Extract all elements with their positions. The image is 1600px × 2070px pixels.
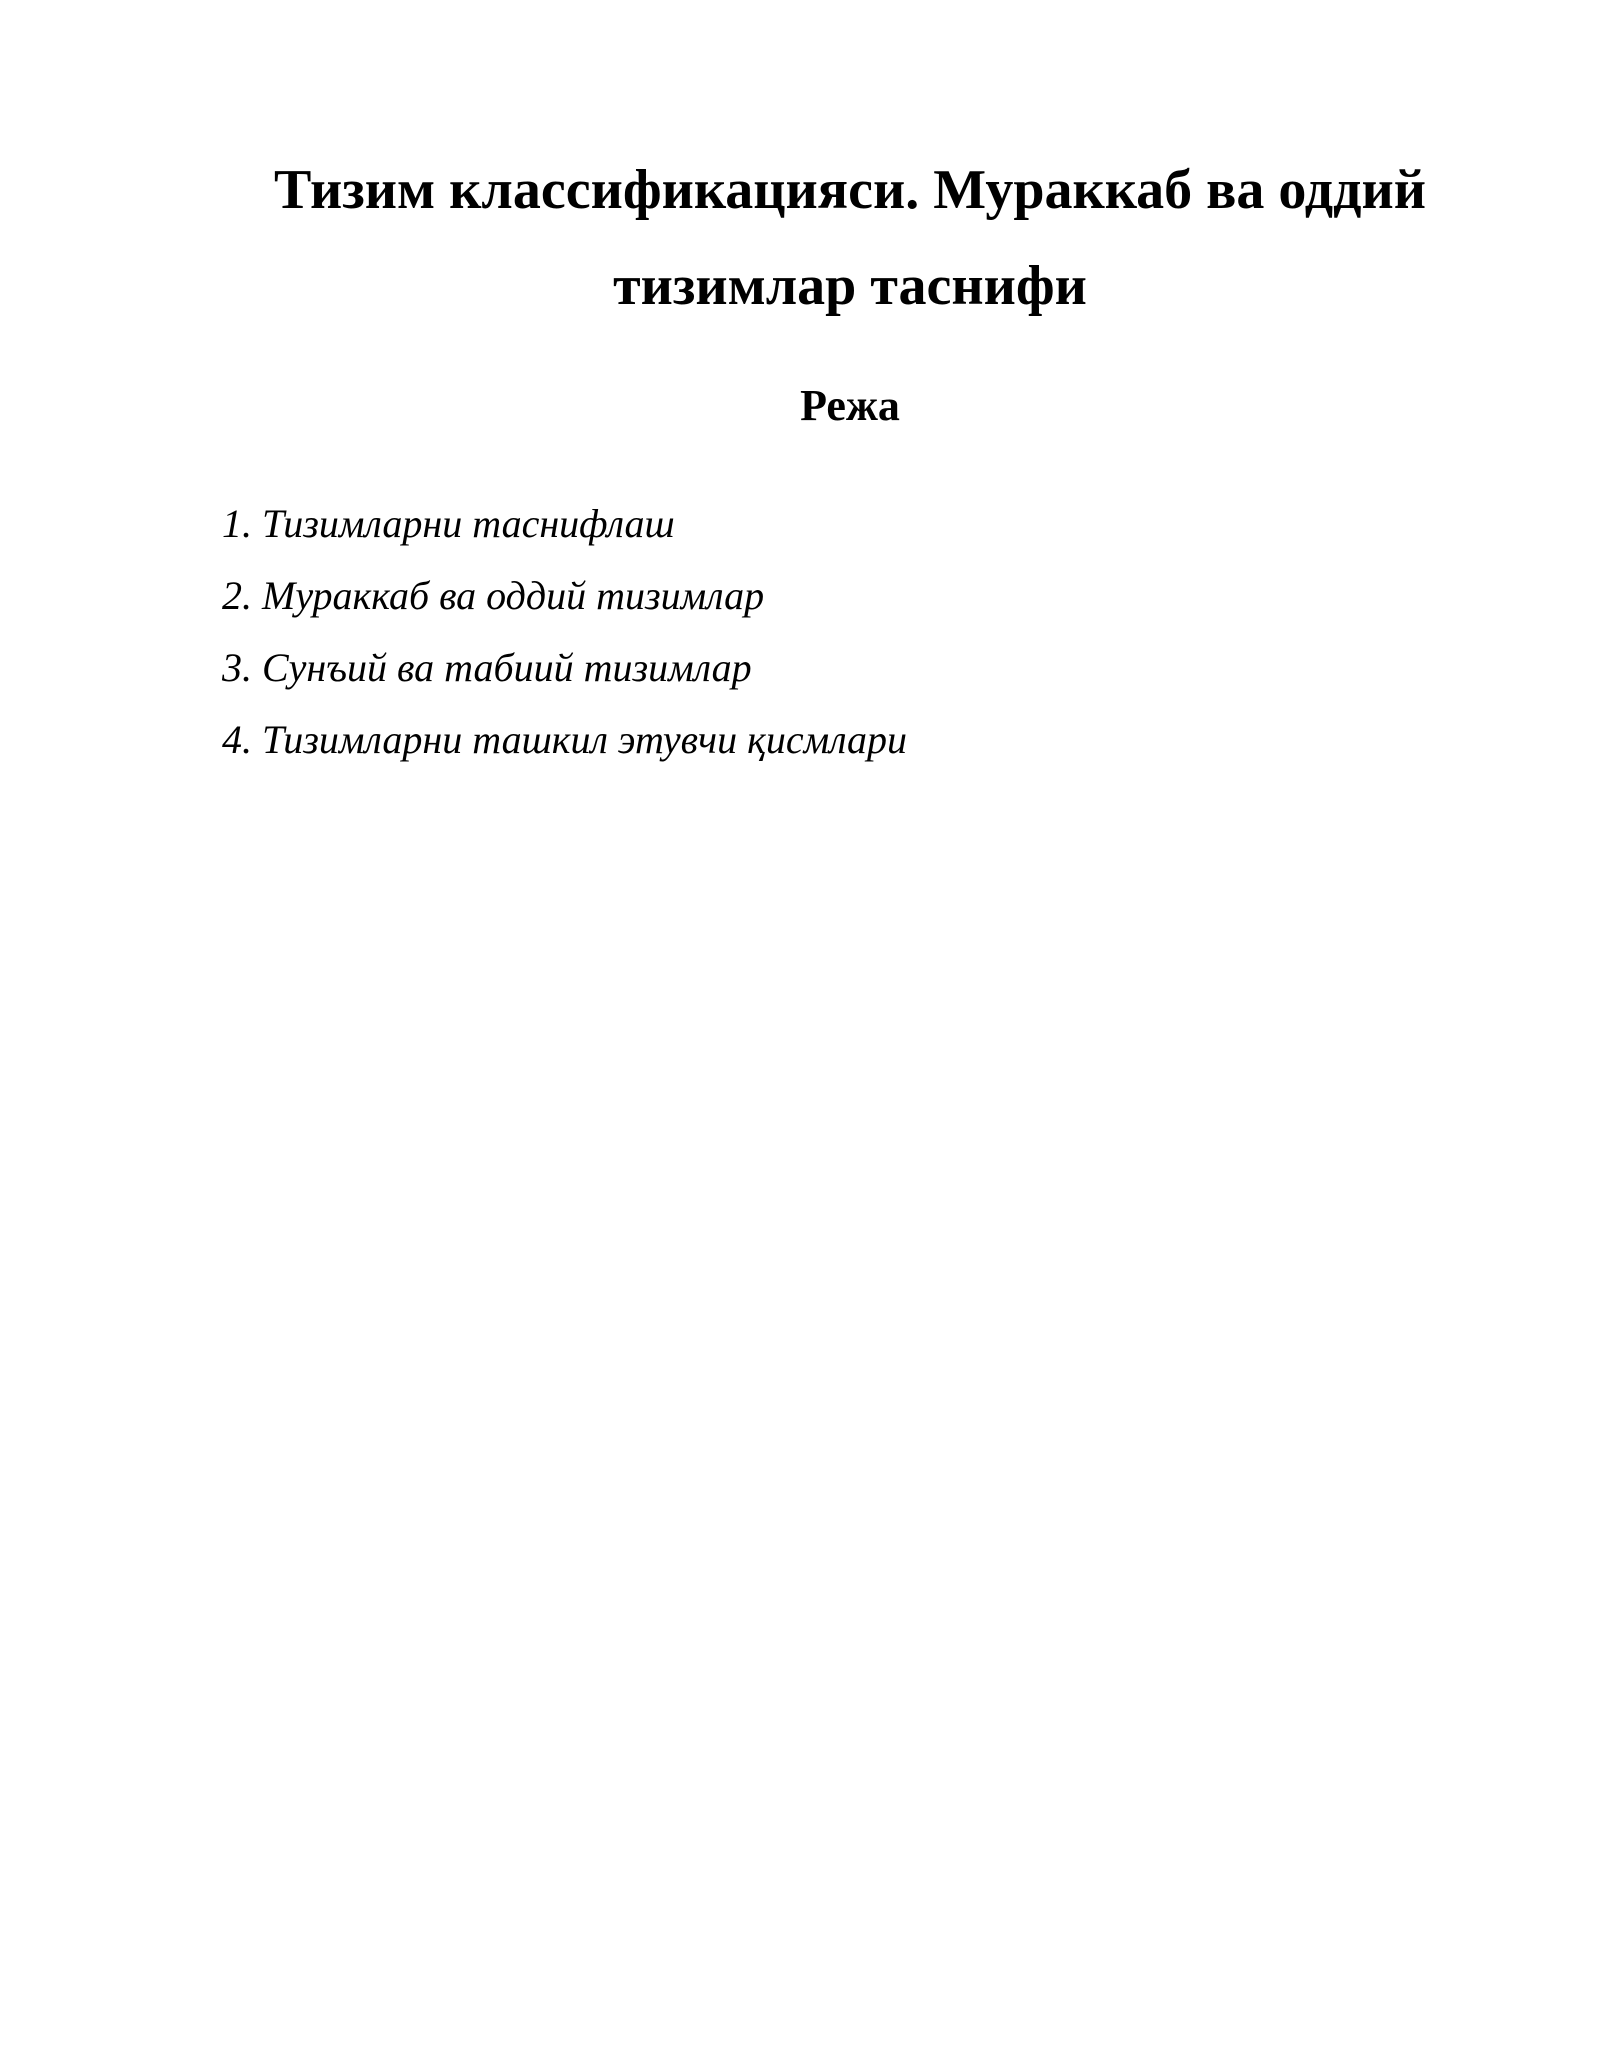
- plan-item: [222, 488, 1422, 560]
- plan-item-number: 3.: [222, 645, 252, 690]
- plan-item-number: 4.: [222, 717, 252, 762]
- plan-item: [222, 704, 1422, 776]
- title-line-1: Тизим классификацияси. Мураккаб ва оддий: [274, 159, 1426, 221]
- plan-item-text: Тизимларни ташкил этувчи қисмлари: [262, 717, 908, 762]
- plan-item-text: Сунъий ва табиий тизимлар: [262, 645, 752, 690]
- plan-heading: Режа: [800, 381, 900, 430]
- plan-item-text: Мураккаб ва оддий тизимлар: [262, 573, 765, 618]
- plan-item-text: Тизимларни таснифлаш: [262, 501, 675, 546]
- plan-item-number: 1.: [222, 501, 252, 546]
- plan-list: [222, 488, 1422, 776]
- document-title: [250, 142, 1450, 334]
- plan-item-number: 2.: [222, 573, 252, 618]
- title-line-2: тизимлар таснифи: [613, 255, 1087, 317]
- plan-item: [222, 560, 1422, 632]
- plan-item: [222, 632, 1422, 704]
